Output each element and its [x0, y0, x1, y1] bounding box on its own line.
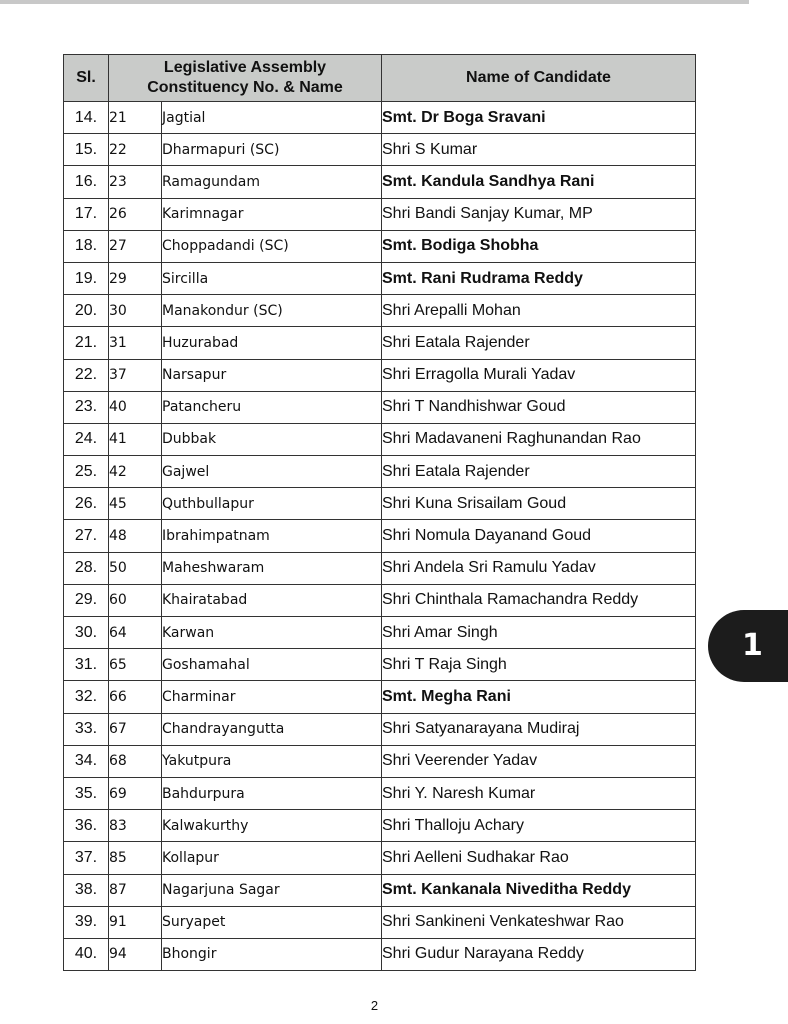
- table-row: [64, 906, 696, 938]
- cell-sl: 23.: [64, 391, 109, 423]
- cell-constituency-name: Goshamahal: [162, 649, 382, 681]
- cell-constituency-name: Jagtial: [162, 102, 382, 134]
- table-row: [64, 713, 696, 745]
- cell-candidate: Smt. Kankanala Niveditha Reddy: [382, 874, 696, 906]
- cell-sl: 16.: [64, 166, 109, 198]
- cell-constituency-no: 40: [109, 391, 162, 423]
- cell-constituency-name: Charminar: [162, 681, 382, 713]
- cell-candidate: Shri Eatala Rajender: [382, 327, 696, 359]
- cell-constituency-name: Kollapur: [162, 842, 382, 874]
- cell-constituency-name: Narsapur: [162, 359, 382, 391]
- table-row: [64, 262, 696, 294]
- side-tab[interactable]: [708, 610, 788, 682]
- cell-constituency-no: 23: [109, 166, 162, 198]
- cell-candidate: Smt. Rani Rudrama Reddy: [382, 262, 696, 294]
- cell-sl: 40.: [64, 938, 109, 970]
- cell-constituency-name: Dharmapuri (SC): [162, 134, 382, 166]
- cell-constituency-name: Khairatabad: [162, 584, 382, 616]
- cell-candidate: Shri Kuna Srisailam Goud: [382, 488, 696, 520]
- cell-constituency-name: Chandrayangutta: [162, 713, 382, 745]
- table-row: [64, 874, 696, 906]
- cell-constituency-no: 26: [109, 198, 162, 230]
- cell-sl: 30.: [64, 617, 109, 649]
- cell-sl: 25.: [64, 456, 109, 488]
- cell-constituency-no: 69: [109, 777, 162, 809]
- cell-candidate: Shri Nomula Dayanand Goud: [382, 520, 696, 552]
- cell-candidate: Shri Sankineni Venkateshwar Rao: [382, 906, 696, 938]
- cell-constituency-name: Patancheru: [162, 391, 382, 423]
- table-row: [64, 423, 696, 455]
- cell-constituency-no: 48: [109, 520, 162, 552]
- header-constituency-line2: Constituency No. & Name: [147, 79, 343, 96]
- table-body: [64, 102, 696, 971]
- cell-sl: 36.: [64, 810, 109, 842]
- cell-constituency-name: Huzurabad: [162, 327, 382, 359]
- cell-sl: 19.: [64, 262, 109, 294]
- cell-constituency-name: Ramagundam: [162, 166, 382, 198]
- cell-constituency-name: Suryapet: [162, 906, 382, 938]
- table-row: [64, 295, 696, 327]
- cell-constituency-name: Quthbullapur: [162, 488, 382, 520]
- cell-candidate: Smt. Bodiga Shobha: [382, 230, 696, 262]
- cell-constituency-no: 68: [109, 745, 162, 777]
- cell-candidate: Shri Erragolla Murali Yadav: [382, 359, 696, 391]
- cell-candidate: Shri T Nandhishwar Goud: [382, 391, 696, 423]
- cell-candidate: Shri T Raja Singh: [382, 649, 696, 681]
- header-candidate: Name of Candidate: [382, 55, 696, 102]
- cell-sl: 32.: [64, 681, 109, 713]
- cell-sl: 38.: [64, 874, 109, 906]
- cell-sl: 39.: [64, 906, 109, 938]
- cell-constituency-name: Karwan: [162, 617, 382, 649]
- cell-constituency-no: 66: [109, 681, 162, 713]
- cell-constituency-no: 31: [109, 327, 162, 359]
- cell-sl: 15.: [64, 134, 109, 166]
- cell-constituency-no: 60: [109, 584, 162, 616]
- cell-constituency-no: 50: [109, 552, 162, 584]
- cell-candidate: Shri Veerender Yadav: [382, 745, 696, 777]
- cell-constituency-no: 83: [109, 810, 162, 842]
- table-row: [64, 102, 696, 134]
- header-sl: Sl.: [64, 55, 109, 102]
- table-row: [64, 134, 696, 166]
- cell-constituency-name: Ibrahimpatnam: [162, 520, 382, 552]
- cell-sl: 22.: [64, 359, 109, 391]
- cell-constituency-no: 94: [109, 938, 162, 970]
- cell-constituency-name: Manakondur (SC): [162, 295, 382, 327]
- cell-constituency-no: 29: [109, 262, 162, 294]
- table-row: [64, 584, 696, 616]
- cell-constituency-name: Maheshwaram: [162, 552, 382, 584]
- cell-sl: 29.: [64, 584, 109, 616]
- cell-candidate: Smt. Dr Boga Sravani: [382, 102, 696, 134]
- table-row: [64, 230, 696, 262]
- cell-sl: 27.: [64, 520, 109, 552]
- cell-constituency-name: Gajwel: [162, 456, 382, 488]
- cell-constituency-no: 91: [109, 906, 162, 938]
- table-row: [64, 327, 696, 359]
- cell-sl: 14.: [64, 102, 109, 134]
- header-constituency-line1: Legislative Assembly: [163, 59, 327, 76]
- cell-constituency-no: 37: [109, 359, 162, 391]
- cell-constituency-no: 85: [109, 842, 162, 874]
- cell-candidate: Shri Satyanarayana Mudiraj: [382, 713, 696, 745]
- table-row: [64, 520, 696, 552]
- table-row: [64, 745, 696, 777]
- cell-sl: 28.: [64, 552, 109, 584]
- cell-candidate: Shri Chinthala Ramachandra Reddy: [382, 584, 696, 616]
- cell-constituency-name: Bahdurpura: [162, 777, 382, 809]
- cell-constituency-no: 41: [109, 423, 162, 455]
- cell-constituency-no: 64: [109, 617, 162, 649]
- cell-sl: 24.: [64, 423, 109, 455]
- header-constituency: [109, 55, 382, 102]
- table-row: [64, 649, 696, 681]
- cell-candidate: Shri Andela Sri Ramulu Yadav: [382, 552, 696, 584]
- cell-sl: 18.: [64, 230, 109, 262]
- cell-constituency-name: Kalwakurthy: [162, 810, 382, 842]
- cell-candidate: Shri Gudur Narayana Reddy: [382, 938, 696, 970]
- page-number: 2: [370, 998, 379, 1013]
- cell-sl: 37.: [64, 842, 109, 874]
- cell-constituency-name: Bhongir: [162, 938, 382, 970]
- cell-sl: 26.: [64, 488, 109, 520]
- cell-candidate: Shri Aelleni Sudhakar Rao: [382, 842, 696, 874]
- cell-candidate: Shri Amar Singh: [382, 617, 696, 649]
- cell-candidate: Smt. Megha Rani: [382, 681, 696, 713]
- table-row: [64, 198, 696, 230]
- cell-candidate: Shri Y. Naresh Kumar: [382, 777, 696, 809]
- table-row: [64, 552, 696, 584]
- table-row: [64, 810, 696, 842]
- table-row: [64, 617, 696, 649]
- cell-sl: 34.: [64, 745, 109, 777]
- cell-constituency-name: Karimnagar: [162, 198, 382, 230]
- table-row: [64, 777, 696, 809]
- cell-constituency-no: 30: [109, 295, 162, 327]
- cell-constituency-no: 27: [109, 230, 162, 262]
- cell-candidate: Shri Thalloju Achary: [382, 810, 696, 842]
- table-row: [64, 391, 696, 423]
- table-header-row: [64, 55, 696, 102]
- top-divider: [0, 0, 749, 4]
- table-row: [64, 938, 696, 970]
- cell-constituency-name: Nagarjuna Sagar: [162, 874, 382, 906]
- table-row: [64, 681, 696, 713]
- table-row: [64, 166, 696, 198]
- cell-constituency-no: 87: [109, 874, 162, 906]
- table-row: [64, 488, 696, 520]
- cell-candidate: Shri Madavaneni Raghunandan Rao: [382, 423, 696, 455]
- table-row: [64, 456, 696, 488]
- cell-constituency-name: Choppadandi (SC): [162, 230, 382, 262]
- cell-constituency-name: Yakutpura: [162, 745, 382, 777]
- cell-sl: 31.: [64, 649, 109, 681]
- side-tab-glyph: 1: [742, 628, 763, 663]
- cell-sl: 35.: [64, 777, 109, 809]
- cell-sl: 33.: [64, 713, 109, 745]
- cell-constituency-no: 67: [109, 713, 162, 745]
- cell-constituency-no: 42: [109, 456, 162, 488]
- table-row: [64, 842, 696, 874]
- cell-constituency-name: Dubbak: [162, 423, 382, 455]
- cell-constituency-no: 21: [109, 102, 162, 134]
- cell-constituency-name: Sircilla: [162, 262, 382, 294]
- cell-candidate: Shri Arepalli Mohan: [382, 295, 696, 327]
- cell-sl: 20.: [64, 295, 109, 327]
- cell-candidate: Shri Eatala Rajender: [382, 456, 696, 488]
- cell-constituency-no: 45: [109, 488, 162, 520]
- cell-candidate: Shri S Kumar: [382, 134, 696, 166]
- cell-sl: 21.: [64, 327, 109, 359]
- table-row: [64, 359, 696, 391]
- cell-candidate: Smt. Kandula Sandhya Rani: [382, 166, 696, 198]
- cell-candidate: Shri Bandi Sanjay Kumar, MP: [382, 198, 696, 230]
- cell-constituency-no: 22: [109, 134, 162, 166]
- cell-constituency-no: 65: [109, 649, 162, 681]
- candidate-table: [63, 54, 696, 971]
- cell-sl: 17.: [64, 198, 109, 230]
